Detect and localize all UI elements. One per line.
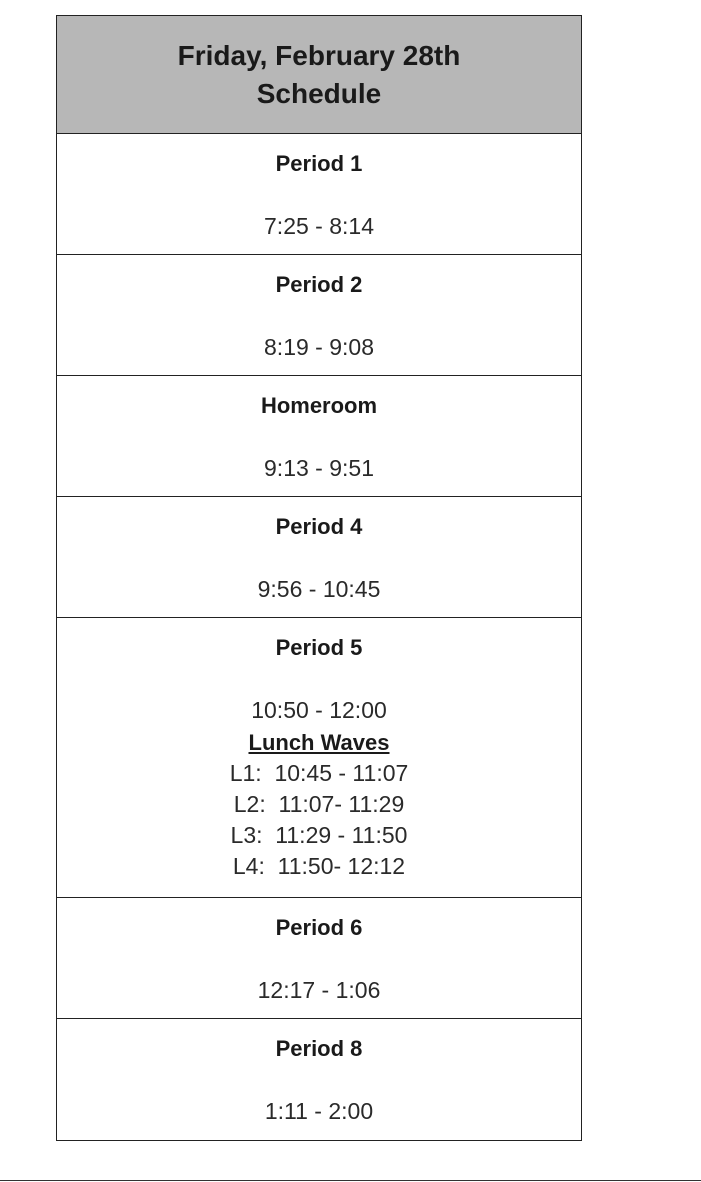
schedule-title-date: Friday, February 28th bbox=[177, 39, 461, 71]
schedule-title-label: Schedule bbox=[256, 77, 382, 109]
period-name: Period 5 bbox=[275, 635, 363, 660]
period-time: 12:17 - 1:06 bbox=[257, 977, 381, 1003]
page-divider bbox=[0, 1180, 701, 1181]
period-time: 1:11 - 2:00 bbox=[264, 1098, 374, 1124]
schedule-row-period-2 bbox=[57, 255, 581, 376]
period-time: 7:25 - 8:14 bbox=[264, 213, 374, 239]
lunch-wave-l2: L2: 11:07- 11:29 bbox=[233, 791, 405, 817]
period-time: 8:19 - 9:08 bbox=[264, 334, 374, 360]
schedule-row-homeroom bbox=[57, 376, 581, 497]
schedule-table bbox=[56, 15, 582, 1141]
period-name: Homeroom bbox=[260, 393, 378, 418]
lunch-wave-l1: L1: 10:45 - 11:07 bbox=[229, 760, 409, 786]
schedule-row-period-5 bbox=[57, 618, 581, 898]
period-name: Period 8 bbox=[275, 1036, 363, 1061]
schedule-header bbox=[57, 16, 581, 134]
period-name: Period 6 bbox=[275, 915, 363, 940]
lunch-waves-title: Lunch Waves bbox=[248, 730, 390, 755]
schedule-row-period-1 bbox=[57, 134, 581, 255]
schedule-row-period-6 bbox=[57, 898, 581, 1019]
period-name: Period 2 bbox=[275, 272, 363, 297]
schedule-row-period-4 bbox=[57, 497, 581, 618]
lunch-waves-block bbox=[57, 727, 581, 882]
period-time: 9:56 - 10:45 bbox=[257, 576, 381, 602]
lunch-wave-l4: L4: 11:50- 12:12 bbox=[232, 853, 406, 879]
schedule-row-period-8 bbox=[57, 1019, 581, 1140]
period-name: Period 1 bbox=[275, 151, 363, 176]
period-time: 10:50 - 12:00 bbox=[251, 697, 387, 723]
period-name: Period 4 bbox=[275, 514, 363, 539]
lunch-wave-l3: L3: 11:29 - 11:50 bbox=[230, 822, 408, 848]
period-time: 9:13 - 9:51 bbox=[264, 455, 374, 481]
